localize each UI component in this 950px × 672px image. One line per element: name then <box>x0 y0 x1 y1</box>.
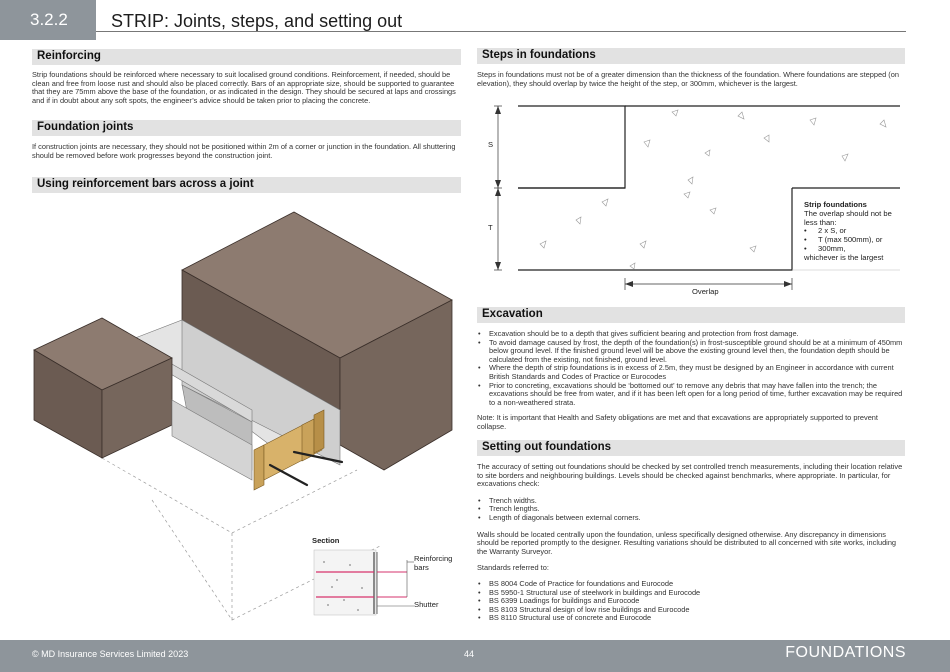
check-item: • Trench widths. <box>477 497 905 506</box>
excavation-note: Note: It is important that Health and Safety obligations are met and that excavations are appropriately supported to prevent collapse. <box>477 413 878 431</box>
standard-item: • BS 8103 Structural design of low rise buildings and Eurocode <box>477 606 905 615</box>
heading-excavation: Excavation <box>477 307 905 323</box>
steps-text: Steps in foundations must not be of a greater dimension than the thickness of the foundation. Where foundations are stepped (on elevation), they should overlap by twice the height of the step, or 300mm, whichever is the largest. <box>477 70 899 88</box>
standard-item: • BS 5950-1 Structural use of steelwork in buildings and Eurocode <box>477 589 905 598</box>
setting-out-body <box>477 463 905 623</box>
reinforcing-text: Strip foundations should be reinforced where necessary to suit localised ground conditions. Reinforcement, if needed, should be clean and free from loose rust and should also be placed correctly. Bars of an appropriate size, should be supported to guarantee that they are 75mm above the base of the foundation, or as indicated in the design. They should be secured at laps and crossings and if in doubt about any soft spots, the engineer’s advice should be taken prior to placing the concrete. <box>32 70 456 105</box>
note-title: Strip foundations <box>804 200 867 209</box>
check-item: • Length of diagonals between external corners. <box>477 514 905 523</box>
page-number: 44 <box>464 649 475 659</box>
overlap-label: Overlap <box>692 287 719 296</box>
excavation-list <box>477 330 905 432</box>
heading-reinforcing: Reinforcing <box>32 49 461 65</box>
dimension-arrows <box>494 106 792 290</box>
check-item: • Trench lengths. <box>477 505 905 514</box>
standard-item: • BS 6399 Loadings for buildings and Eurocode <box>477 597 905 606</box>
copyright: © MD Insurance Services Limited 2023 <box>32 649 189 659</box>
reinforcement-joint-illustration <box>32 200 462 630</box>
reinforcing-bars-label: Reinforcing bars <box>414 554 453 572</box>
note-item: • 2 x S, or <box>804 226 847 236</box>
shutter-label: Shutter <box>414 600 439 609</box>
step-height-label: S <box>488 140 494 149</box>
standard-item: • BS 8004 Code of Practice for foundations and Eurocode <box>477 580 905 589</box>
foundation-thickness-label: T <box>488 223 493 232</box>
section-number: 3.2.2 <box>0 0 96 40</box>
note-end: whichever is the largest <box>804 252 884 262</box>
note-item: • T (max 500mm), or <box>804 235 883 245</box>
footer-bar <box>0 640 950 672</box>
heading-bars-joint: Using reinforcement bars across a joint <box>32 177 461 193</box>
note-intro: The overlap should not be less than: <box>804 208 892 227</box>
excavation-item: • Where the depth of strip foundations is in excess of 2.5m, they must be designed by an Engineer in accordance with current British Standards and Codes of Practice or Eurocodes <box>477 364 905 381</box>
header-rule <box>96 31 906 32</box>
heading-steps: Steps in foundations <box>477 48 905 64</box>
excavation-item: • Excavation should be to a depth that gives sufficient bearing and protection from frost damage. <box>477 330 905 339</box>
section-label: Section <box>312 536 340 545</box>
section-inset <box>314 550 414 615</box>
heading-setting-out: Setting out foundations <box>477 440 905 456</box>
heading-foundation-joints: Foundation joints <box>32 120 461 136</box>
standard-item: • BS 8110 Structural use of concrete and Eurocode <box>477 614 905 623</box>
section-name: FOUNDATIONS <box>785 644 906 661</box>
foundation-joints-text: If construction joints are necessary, they should not be positioned within 2m of a corner or junction in the foundation. All shuttering should be removed before work progresses beyond the construction joint. <box>32 142 456 160</box>
strip-foundations-note <box>804 201 904 263</box>
page-title: STRIP: Joints, steps, and setting out <box>111 11 403 31</box>
excavation-item: • To avoid damage caused by frost, the depth of the foundation(s) in frost-susceptible ground should be at a minimum of 450mm below ground level. If the finished ground level will be above the existing ground level then, the foundation depth should be calculated from the existing, not finished, ground level. <box>477 339 905 365</box>
excavation-item: • Prior to concreting, excavations should be ‘bottomed out’ to remove any debris that may have fallen into the trench; the excavations should be free from water, and if it has been left open for a long period of time, further excavation may be required to a non-weathered strata. <box>477 382 905 408</box>
walls-text: Walls should be located centrally upon the foundation, unless specifically designed otherwise. Any discrepancy in dimensions should be reported promptly to the designer. Resulting variations should be distributed to all concerned with site works, including the Warranty Surveyor. <box>477 529 897 556</box>
note-item: • 300mm, <box>804 243 846 253</box>
setting-out-intro: The accuracy of setting out foundations should be checked by set controlled trench measurements, including their location relative to site borders and neighbouring buildings. Levels should be checked against benchmarks, where appropriate. In particular, for excavations check: <box>477 462 903 489</box>
standards-title: Standards referred to: <box>477 563 549 573</box>
stepped-foundation-diagram <box>480 98 905 298</box>
